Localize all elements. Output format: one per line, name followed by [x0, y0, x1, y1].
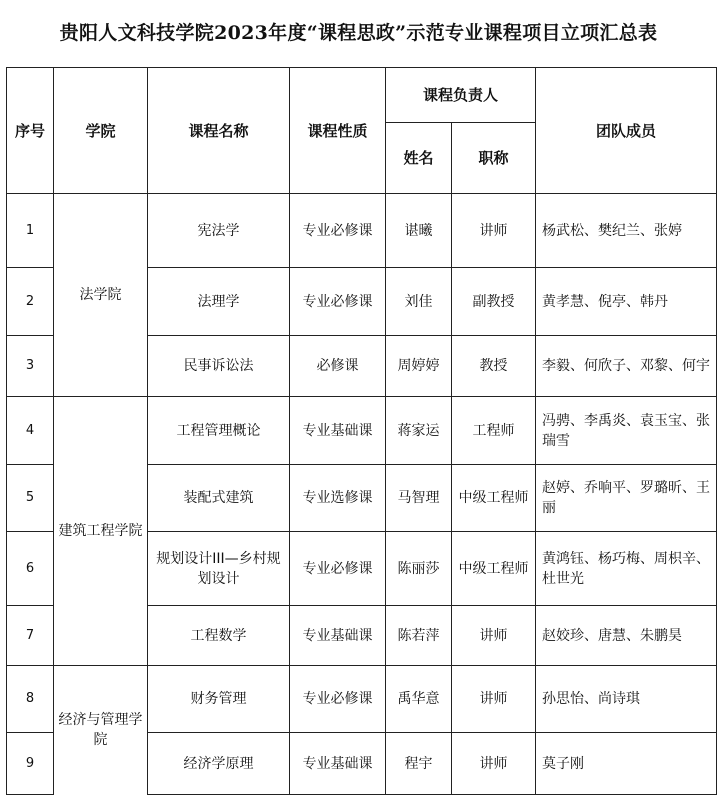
leader-name-cell: 陈丽莎: [386, 532, 452, 606]
leader-name-cell: 马智理: [386, 465, 452, 532]
header-leader-name: 姓名: [386, 123, 452, 194]
row-seq: 2: [7, 268, 54, 336]
members-cell: 莫子刚: [536, 733, 717, 795]
header-seq: 序号: [7, 68, 54, 194]
course-type-cell: 专业必修课: [290, 194, 386, 268]
college-cell: 经济与管理学院: [54, 666, 148, 795]
members-cell: 李毅、何欣子、邓黎、何宇: [536, 336, 717, 397]
members-cell: 杨武松、樊纪兰、张婷: [536, 194, 717, 268]
college-cell: 建筑工程学院: [54, 397, 148, 666]
leader-title-cell: 中级工程师: [452, 532, 536, 606]
course-type-cell: 专业基础课: [290, 606, 386, 666]
college-cell: 法学院: [54, 194, 148, 397]
table-row: [7, 397, 717, 465]
table-row: [7, 194, 717, 268]
course-name-cell: 装配式建筑: [148, 465, 290, 532]
course-type-cell: 必修课: [290, 336, 386, 397]
course-type-cell: 专业选修课: [290, 465, 386, 532]
members-cell: 赵姣珍、唐慧、朱鹏昊: [536, 606, 717, 666]
leader-name-cell: 刘佳: [386, 268, 452, 336]
members-cell: 黄孝慧、倪亭、韩丹: [536, 268, 717, 336]
leader-title-cell: 中级工程师: [452, 465, 536, 532]
course-name-cell: 工程管理概论: [148, 397, 290, 465]
table-row: [7, 666, 717, 733]
leader-title-cell: 工程师: [452, 397, 536, 465]
leader-name-cell: 谌曦: [386, 194, 452, 268]
header-leader: 课程负责人: [386, 68, 536, 123]
row-seq: 9: [7, 733, 54, 795]
project-summary-table: [6, 67, 717, 795]
leader-title-cell: 副教授: [452, 268, 536, 336]
course-type-cell: 专业必修课: [290, 532, 386, 606]
leader-title-cell: 教授: [452, 336, 536, 397]
members-cell: 冯骋、李禹炎、袁玉宝、张瑞雪: [536, 397, 717, 465]
leader-name-cell: 周婷婷: [386, 336, 452, 397]
row-seq: 8: [7, 666, 54, 733]
page-title: 贵阳人文科技学院2023年度“课程思政”示范专业课程项目立项汇总表: [59, 22, 658, 44]
course-name-cell: 宪法学: [148, 194, 290, 268]
course-name-cell: 工程数学: [148, 606, 290, 666]
members-cell: 黄鸿钰、杨巧梅、周枳辛、杜世光: [536, 532, 717, 606]
row-seq: 3: [7, 336, 54, 397]
leader-name-cell: 程宇: [386, 733, 452, 795]
row-seq: 5: [7, 465, 54, 532]
row-seq: 7: [7, 606, 54, 666]
header-leader-title: 职称: [452, 123, 536, 194]
header-course-name: 课程名称: [148, 68, 290, 194]
header-course-type: 课程性质: [290, 68, 386, 194]
course-name-cell: 经济学原理: [148, 733, 290, 795]
leader-name-cell: 陈若萍: [386, 606, 452, 666]
row-seq: 4: [7, 397, 54, 465]
members-cell: 赵婷、乔响平、罗璐昕、王丽: [536, 465, 717, 532]
course-type-cell: 专业必修课: [290, 268, 386, 336]
leader-title-cell: 讲师: [452, 194, 536, 268]
leader-title-cell: 讲师: [452, 606, 536, 666]
leader-name-cell: 禹华意: [386, 666, 452, 733]
leader-title-cell: 讲师: [452, 733, 536, 795]
leader-name-cell: 蒋家运: [386, 397, 452, 465]
course-type-cell: 专业必修课: [290, 666, 386, 733]
members-cell: 孙思怡、尚诗琪: [536, 666, 717, 733]
course-name-cell: 民事诉讼法: [148, 336, 290, 397]
row-seq: 6: [7, 532, 54, 606]
course-name-cell: 法理学: [148, 268, 290, 336]
course-name-cell: 规划设计III—乡村规划设计: [148, 532, 290, 606]
header-members: 团队成员: [536, 68, 717, 194]
leader-title-cell: 讲师: [452, 666, 536, 733]
course-type-cell: 专业基础课: [290, 733, 386, 795]
course-type-cell: 专业基础课: [290, 397, 386, 465]
header-row-top: [7, 68, 717, 123]
row-seq: 1: [7, 194, 54, 268]
header-college: 学院: [54, 68, 148, 194]
course-name-cell: 财务管理: [148, 666, 290, 733]
